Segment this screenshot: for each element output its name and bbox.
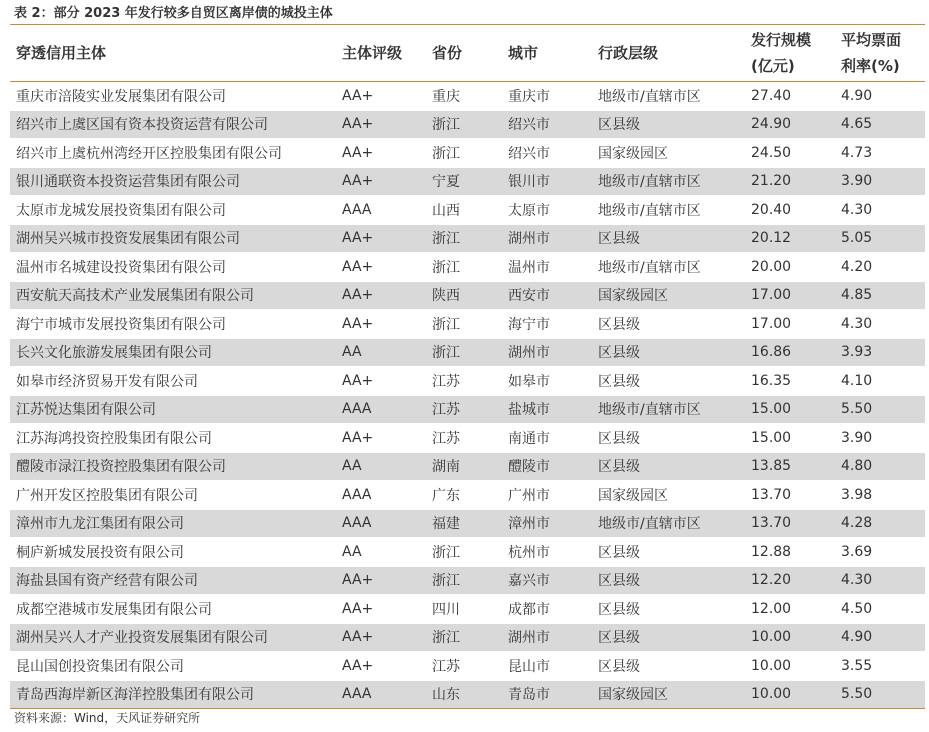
table-body — [10, 82, 925, 709]
cell-city: 杭州市 — [502, 538, 592, 567]
header-entity: 穿透信用主体 — [10, 25, 336, 82]
header-row — [10, 25, 925, 82]
cell-rating: AA — [336, 452, 426, 481]
header-issue-size-line1: 发行规模 — [751, 31, 812, 49]
cell-province: 浙江 — [426, 253, 502, 282]
cell-coupon-rate: 4.50 — [835, 595, 925, 624]
cell-entity: 江苏海鸿投资控股集团有限公司 — [10, 424, 336, 453]
cell-city: 广州市 — [502, 481, 592, 510]
table-row — [10, 139, 925, 168]
cell-entity: 重庆市涪陵实业发展集团有限公司 — [10, 82, 336, 111]
cell-city: 海宁市 — [502, 310, 592, 339]
cell-admin-level: 地级市/直辖市区 — [592, 196, 745, 225]
cell-coupon-rate: 4.90 — [835, 623, 925, 652]
cell-coupon-rate: 4.73 — [835, 139, 925, 168]
cell-entity: 太原市龙城发展投资集团有限公司 — [10, 196, 336, 225]
cell-rating: AAA — [336, 196, 426, 225]
cell-province: 福建 — [426, 509, 502, 538]
cell-coupon-rate: 3.93 — [835, 338, 925, 367]
cell-issue-size: 20.00 — [745, 253, 835, 282]
cell-rating: AA+ — [336, 595, 426, 624]
cell-entity: 成都空港城市发展集团有限公司 — [10, 595, 336, 624]
cell-entity: 醴陵市渌江投资控股集团有限公司 — [10, 452, 336, 481]
table-row — [10, 452, 925, 481]
cell-issue-size: 27.40 — [745, 82, 835, 111]
table-row — [10, 281, 925, 310]
cell-province: 陕西 — [426, 281, 502, 310]
cell-province: 浙江 — [426, 224, 502, 253]
cell-rating: AA+ — [336, 367, 426, 396]
cell-province: 四川 — [426, 595, 502, 624]
cell-rating: AA+ — [336, 281, 426, 310]
cell-admin-level: 国家级园区 — [592, 281, 745, 310]
cell-admin-level: 区县级 — [592, 595, 745, 624]
source-note: 资料来源：Wind，天风证券研究所 — [14, 711, 201, 725]
cell-city: 醴陵市 — [502, 452, 592, 481]
cell-province: 江苏 — [426, 367, 502, 396]
table-row — [10, 224, 925, 253]
cell-admin-level: 国家级园区 — [592, 680, 745, 709]
cell-coupon-rate: 4.80 — [835, 452, 925, 481]
cell-city: 嘉兴市 — [502, 566, 592, 595]
issuer-table — [10, 25, 925, 709]
cell-admin-level: 区县级 — [592, 310, 745, 339]
cell-issue-size: 10.00 — [745, 680, 835, 709]
header-province: 省份 — [426, 25, 502, 82]
cell-issue-size: 13.70 — [745, 481, 835, 510]
cell-province: 浙江 — [426, 310, 502, 339]
cell-issue-size: 16.35 — [745, 367, 835, 396]
cell-entity: 湖州吴兴人才产业投资发展集团有限公司 — [10, 623, 336, 652]
cell-issue-size: 16.86 — [745, 338, 835, 367]
table-row — [10, 338, 925, 367]
cell-entity: 西安航天高技术产业发展集团有限公司 — [10, 281, 336, 310]
header-issue-size — [745, 25, 835, 82]
header-coupon-line2: 利率(%) — [841, 57, 900, 75]
cell-coupon-rate: 4.30 — [835, 196, 925, 225]
cell-province: 江苏 — [426, 652, 502, 681]
cell-rating: AA+ — [336, 82, 426, 111]
cell-entity: 湖州吴兴城市投资发展集团有限公司 — [10, 224, 336, 253]
table-header — [10, 25, 925, 82]
cell-rating: AAA — [336, 395, 426, 424]
cell-coupon-rate: 3.98 — [835, 481, 925, 510]
cell-rating: AA — [336, 538, 426, 567]
cell-admin-level: 区县级 — [592, 566, 745, 595]
table-row — [10, 424, 925, 453]
cell-admin-level: 国家级园区 — [592, 139, 745, 168]
cell-coupon-rate: 3.90 — [835, 424, 925, 453]
cell-province: 江苏 — [426, 424, 502, 453]
header-coupon-line1: 平均票面 — [841, 31, 902, 49]
header-coupon — [835, 25, 925, 82]
cell-province: 浙江 — [426, 566, 502, 595]
table-row — [10, 310, 925, 339]
cell-coupon-rate: 4.28 — [835, 509, 925, 538]
cell-entity: 漳州市九龙江集团有限公司 — [10, 509, 336, 538]
cell-issue-size: 13.70 — [745, 509, 835, 538]
cell-coupon-rate: 4.65 — [835, 110, 925, 139]
cell-coupon-rate: 4.20 — [835, 253, 925, 282]
cell-rating: AA+ — [336, 110, 426, 139]
cell-entity: 江苏悦达集团有限公司 — [10, 395, 336, 424]
cell-entity: 海宁市城市发展投资集团有限公司 — [10, 310, 336, 339]
cell-city: 南通市 — [502, 424, 592, 453]
cell-issue-size: 12.20 — [745, 566, 835, 595]
cell-admin-level: 区县级 — [592, 452, 745, 481]
table-title: 表 2：部分 2023 年发行较多自贸区离岸债的城投主体 — [14, 6, 333, 21]
cell-admin-level: 区县级 — [592, 623, 745, 652]
cell-city: 湖州市 — [502, 338, 592, 367]
table-row — [10, 196, 925, 225]
table-row — [10, 110, 925, 139]
cell-admin-level: 区县级 — [592, 224, 745, 253]
cell-coupon-rate: 4.30 — [835, 566, 925, 595]
table-row — [10, 652, 925, 681]
cell-issue-size: 24.90 — [745, 110, 835, 139]
cell-province: 重庆 — [426, 82, 502, 111]
cell-entity: 如皋市经济贸易开发有限公司 — [10, 367, 336, 396]
table-row — [10, 595, 925, 624]
cell-city: 太原市 — [502, 196, 592, 225]
cell-issue-size: 15.00 — [745, 424, 835, 453]
cell-coupon-rate: 5.05 — [835, 224, 925, 253]
cell-issue-size: 17.00 — [745, 310, 835, 339]
cell-issue-size: 15.00 — [745, 395, 835, 424]
cell-province: 广东 — [426, 481, 502, 510]
cell-coupon-rate: 4.30 — [835, 310, 925, 339]
cell-rating: AA+ — [336, 652, 426, 681]
header-rating: 主体评级 — [336, 25, 426, 82]
cell-city: 湖州市 — [502, 623, 592, 652]
cell-city: 湖州市 — [502, 224, 592, 253]
cell-admin-level: 区县级 — [592, 424, 745, 453]
cell-entity: 昆山国创投资集团有限公司 — [10, 652, 336, 681]
cell-rating: AAA — [336, 509, 426, 538]
cell-admin-level: 地级市/直辖市区 — [592, 253, 745, 282]
cell-city: 银川市 — [502, 167, 592, 196]
table-row — [10, 623, 925, 652]
header-issue-size-line2: (亿元) — [751, 57, 795, 75]
cell-coupon-rate: 3.69 — [835, 538, 925, 567]
cell-city: 绍兴市 — [502, 110, 592, 139]
cell-admin-level: 区县级 — [592, 652, 745, 681]
cell-admin-level: 国家级园区 — [592, 481, 745, 510]
cell-coupon-rate: 4.85 — [835, 281, 925, 310]
cell-rating: AA+ — [336, 566, 426, 595]
cell-entity: 绍兴市上虞区国有资本投资运营有限公司 — [10, 110, 336, 139]
cell-admin-level: 区县级 — [592, 110, 745, 139]
table-row — [10, 395, 925, 424]
cell-issue-size: 12.88 — [745, 538, 835, 567]
cell-issue-size: 20.40 — [745, 196, 835, 225]
cell-rating: AA+ — [336, 167, 426, 196]
cell-province: 浙江 — [426, 538, 502, 567]
cell-city: 如皋市 — [502, 367, 592, 396]
cell-issue-size: 17.00 — [745, 281, 835, 310]
cell-entity: 海盐县国有资产经营有限公司 — [10, 566, 336, 595]
cell-issue-size: 21.20 — [745, 167, 835, 196]
cell-admin-level: 地级市/直辖市区 — [592, 82, 745, 111]
cell-province: 浙江 — [426, 338, 502, 367]
cell-province: 宁夏 — [426, 167, 502, 196]
cell-issue-size: 20.12 — [745, 224, 835, 253]
cell-province: 湖南 — [426, 452, 502, 481]
table-row — [10, 167, 925, 196]
header-city: 城市 — [502, 25, 592, 82]
cell-issue-size: 10.00 — [745, 623, 835, 652]
cell-city: 漳州市 — [502, 509, 592, 538]
cell-city: 西安市 — [502, 281, 592, 310]
cell-rating: AAA — [336, 680, 426, 709]
header-admin-level: 行政层级 — [592, 25, 745, 82]
cell-entity: 长兴文化旅游发展集团有限公司 — [10, 338, 336, 367]
table-row — [10, 509, 925, 538]
cell-rating: AA+ — [336, 139, 426, 168]
cell-province: 浙江 — [426, 139, 502, 168]
cell-province: 山东 — [426, 680, 502, 709]
cell-coupon-rate: 4.90 — [835, 82, 925, 111]
cell-admin-level: 区县级 — [592, 538, 745, 567]
cell-city: 重庆市 — [502, 82, 592, 111]
cell-entity: 绍兴市上虞杭州湾经开区控股集团有限公司 — [10, 139, 336, 168]
table-row — [10, 680, 925, 709]
cell-admin-level: 区县级 — [592, 338, 745, 367]
cell-province: 江苏 — [426, 395, 502, 424]
cell-rating: AA+ — [336, 310, 426, 339]
table-row — [10, 566, 925, 595]
cell-city: 成都市 — [502, 595, 592, 624]
cell-admin-level: 地级市/直辖市区 — [592, 395, 745, 424]
cell-entity: 桐庐新城发展投资有限公司 — [10, 538, 336, 567]
cell-province: 山西 — [426, 196, 502, 225]
cell-rating: AA+ — [336, 623, 426, 652]
cell-city: 绍兴市 — [502, 139, 592, 168]
table-row — [10, 253, 925, 282]
cell-coupon-rate: 4.10 — [835, 367, 925, 396]
cell-admin-level: 区县级 — [592, 367, 745, 396]
cell-coupon-rate: 5.50 — [835, 395, 925, 424]
cell-rating: AA+ — [336, 224, 426, 253]
cell-province: 浙江 — [426, 110, 502, 139]
cell-issue-size: 10.00 — [745, 652, 835, 681]
cell-rating: AAA — [336, 481, 426, 510]
cell-city: 盐城市 — [502, 395, 592, 424]
cell-coupon-rate: 3.90 — [835, 167, 925, 196]
table-row — [10, 481, 925, 510]
cell-city: 昆山市 — [502, 652, 592, 681]
cell-admin-level: 地级市/直辖市区 — [592, 509, 745, 538]
cell-city: 温州市 — [502, 253, 592, 282]
cell-entity: 广州开发区控股集团有限公司 — [10, 481, 336, 510]
cell-rating: AA+ — [336, 424, 426, 453]
table-row — [10, 538, 925, 567]
table-row — [10, 82, 925, 111]
table-row — [10, 367, 925, 396]
cell-rating: AA — [336, 338, 426, 367]
cell-province: 浙江 — [426, 623, 502, 652]
cell-issue-size: 12.00 — [745, 595, 835, 624]
cell-coupon-rate: 3.55 — [835, 652, 925, 681]
cell-entity: 银川通联资本投资运营集团有限公司 — [10, 167, 336, 196]
cell-entity: 青岛西海岸新区海洋控股集团有限公司 — [10, 680, 336, 709]
cell-issue-size: 24.50 — [745, 139, 835, 168]
cell-coupon-rate: 5.50 — [835, 680, 925, 709]
cell-entity: 温州市名城建设投资集团有限公司 — [10, 253, 336, 282]
cell-city: 青岛市 — [502, 680, 592, 709]
cell-rating: AA+ — [336, 253, 426, 282]
cell-issue-size: 13.85 — [745, 452, 835, 481]
cell-admin-level: 地级市/直辖市区 — [592, 167, 745, 196]
